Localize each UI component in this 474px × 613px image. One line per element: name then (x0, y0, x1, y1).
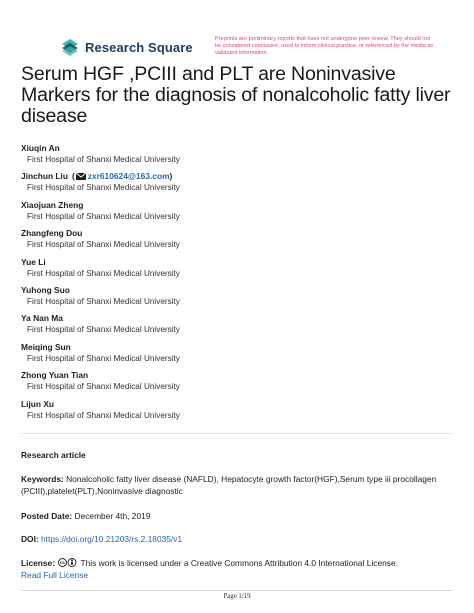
author-affiliation: First Hospital of Shanxi Medical University (27, 268, 180, 278)
author-name: Ya Nan Ma (21, 313, 63, 324)
license (21, 557, 451, 581)
author-email-group (72, 171, 172, 182)
author-affiliation: First Hospital of Shanxi Medical University (27, 382, 180, 392)
doi-link[interactable]: https://doi.org/10.21203/rs.2.18035/v1 (41, 534, 183, 544)
envelope-icon (76, 173, 86, 180)
author-affiliation: First Hospital of Shanxi Medical University (27, 325, 180, 335)
author-affiliation: First Hospital of Shanxi Medical University (27, 240, 180, 250)
author-name: Xiaojuan Zheng (21, 199, 84, 210)
keywords (21, 473, 451, 497)
author-affiliation: First Hospital of Shanxi Medical University (27, 211, 180, 221)
author-name-row (21, 171, 441, 182)
posted-date (21, 510, 451, 522)
author-name: Zhong Yuan Tian (21, 370, 89, 381)
email-open-paren: ( (72, 171, 75, 182)
author-name: Lijun Xu (21, 398, 55, 409)
author-name: Jinchun Liu (21, 171, 68, 182)
author-entry (21, 285, 441, 313)
author-list (21, 143, 441, 427)
author-entry (21, 200, 441, 228)
footer-divider (21, 590, 453, 591)
research-square-logo-icon (60, 37, 80, 57)
author-entry (21, 228, 441, 256)
author-name: Xiuqin An (21, 143, 60, 153)
keywords-label: Keywords: (21, 474, 64, 484)
preprint-disclaimer: Preprints are preliminary reports that have not undergone peer review. They should not be considered conclusive, used to inform clinical practice, or referenced by the media as validated information. (215, 36, 434, 57)
author-entry (21, 171, 441, 199)
brand-name: Research Square (85, 39, 193, 55)
keywords-value: Nonalcoholic fatty liver disease (NAFLD), Hepatocyte growth factor(HGF),Serum type iii procollagen (PCIII),platelet(PLT),Noninvasive diagnostic (21, 474, 437, 496)
email-close-paren: ) (169, 171, 173, 182)
article-type (21, 449, 451, 461)
author-entry (21, 370, 441, 398)
author-name: Zhangfeng Dou (21, 228, 83, 239)
page-header (0, 0, 474, 60)
author-name: Meiqing Sun (21, 341, 71, 352)
read-full-license-link[interactable]: Read Full License (21, 570, 89, 580)
author-affiliation: First Hospital of Shanxi Medical University (27, 410, 180, 420)
author-entry (21, 143, 441, 171)
author-name: Yuhong Suo (21, 284, 70, 295)
section-divider (21, 433, 453, 434)
paper-title: Serum HGF ,PCIII and PLT are Noninvasive Markers for the diagnosis of nonalcoholic fatty liver disease (21, 63, 451, 127)
license-label: License: (21, 558, 55, 568)
doi (21, 533, 451, 545)
article-type-label: Research article (21, 450, 86, 460)
author-email-link[interactable]: zxr610624@163.com (87, 171, 170, 182)
author-name: Yue Li (21, 256, 46, 267)
author-affiliation: First Hospital of Shanxi Medical University (27, 183, 180, 193)
author-affiliation: First Hospital of Shanxi Medical University (27, 155, 180, 164)
author-entry (21, 399, 441, 427)
author-affiliation: First Hospital of Shanxi Medical University (27, 296, 180, 306)
posted-date-label: Posted Date: (21, 511, 73, 521)
posted-date-value: December 4th, 2019 (74, 511, 151, 521)
page-number: Page 1/19 (223, 593, 251, 600)
author-affiliation: First Hospital of Shanxi Medical University (27, 353, 180, 363)
author-entry (21, 313, 441, 341)
author-entry (21, 342, 441, 370)
author-entry (21, 257, 441, 285)
doi-label: DOI: (21, 534, 39, 544)
svg-text:cc: cc (60, 560, 66, 566)
research-square-logo[interactable] (60, 37, 193, 57)
creative-commons-icon (58, 558, 77, 567)
license-text: This work is licensed under a Creative Commons Attribution 4.0 International License. (80, 558, 398, 568)
